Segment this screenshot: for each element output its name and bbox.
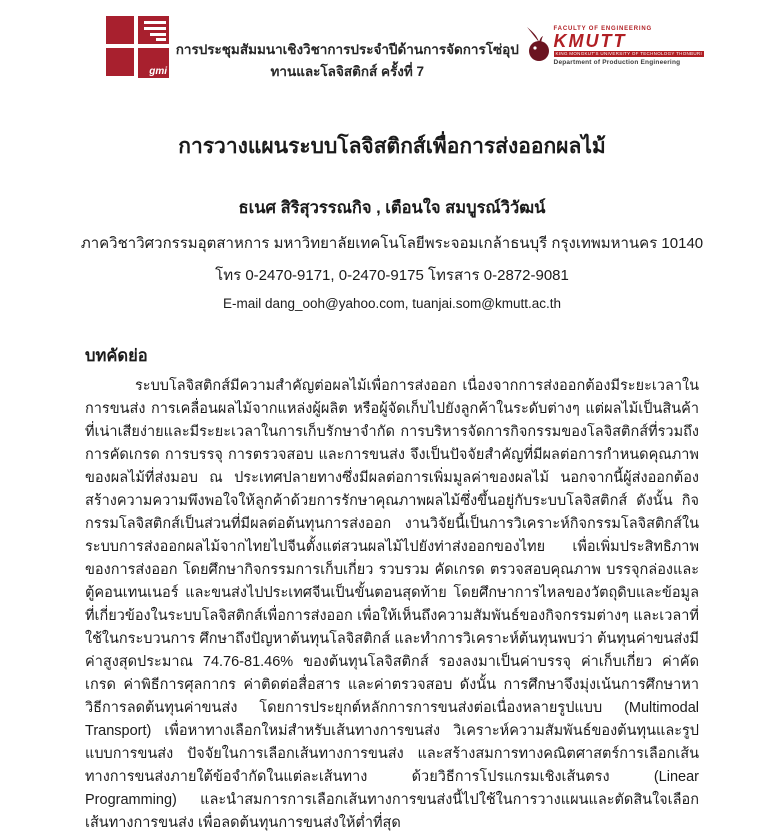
kmutt-department-label: Department of Production Engineering (553, 59, 681, 67)
page-header (0, 0, 784, 82)
gmi-logo-icon (106, 16, 170, 78)
gmi-logo-square (106, 48, 134, 76)
abstract-heading: บทคัดย่อ (85, 347, 148, 365)
gmi-logo-square (138, 48, 169, 78)
conference-title: การประชุมสัมมนาเชิงวิชาการประจำปีด้านการจัดการโซ่อุปทานและโลจิสติกส์ ครั้งที่ 7 (175, 42, 519, 79)
gmi-logo-square (106, 16, 134, 44)
authors-line: ธเนศ สิริสุวรรณกิจ , เตือนใจ สมบูรณ์วิวัฒน์ (238, 199, 546, 217)
paper-title: การวางแผนระบบโลจิสติกส์เพื่อการส่งออกผลไม้ (178, 135, 606, 158)
kmutt-acronym-label: KMUTT (553, 31, 627, 51)
gmi-logo-document-square (138, 16, 169, 44)
gmi-logo-line (150, 33, 166, 36)
gmi-logo-text: gmi (149, 66, 167, 77)
kmutt-university-label: KING MONGKUT'S UNIVERSITY OF TECHNOLOGY THONBURI (555, 50, 702, 56)
phone-line: โทร 0-2470-9171, 0-2470-9175 โทรสาร 0-2872-9081 (215, 267, 569, 284)
kmutt-faculty-label: FACULTY OF ENGINEERING (553, 26, 652, 32)
kmutt-logo-text-block (554, 26, 704, 66)
gmi-logo-line (144, 27, 166, 30)
affiliation-line: ภาควิชาวิศวกรรมอุตสาหการ มหาวิทยาลัยเทคโนโลยีพระจอมเกล้าธนบุรี กรุงเทพมหานคร 10140 (80, 235, 704, 252)
kmutt-spire-icon (525, 26, 551, 62)
gmi-logo-line (156, 38, 166, 41)
kmutt-logo (525, 26, 704, 66)
email-line: E-mail dang_ooh@yahoo.com, tuanjai.som@kmutt.ac.th (222, 296, 562, 311)
gmi-logo-line (144, 21, 166, 24)
abstract-body: ระบบโลจิสติกส์มีความสำคัญต่อผลไม้เพื่อการส่งออก เนื่องจากการส่งออกต้องมีระยะเวลาในการขนส่ง การเคลื่อนผลไม้จากแหล่งผู้ผลิต หรือผู้จัดเก็บไปยังลูกค้าในระดับต่างๆ แต่ผลไม้เป็นสินค้าที่เน่าเสียง่ายและมีระยะเวลาในการเก็บรักษาจำกัด การบริหารจัดการกิจกรรมของโลจิสติกส์ที่รวมถึงการคัดเกรด การบรรจุ การตรวจสอบ และการขนส่ง จึงเป็นปัจจัยสำคัญที่มีผลต่อการกำหนดคุณภาพของผลไม้ที่ส่งมอบ ณ ประเทศปลายทางซึ่งมีผลต่อการเพิ่มมูลค่าของผลไม้ นอกจากนี้ผู้ส่งออกต้องสร้างความความพึงพอใจให้ลูกค้าด้วยการรักษาคุณภาพผลไม้ซึ่งขึ้นอยู่กับระบบโลจิสติกส์ ดังนั้น กิจกรรมโลจิสติกส์เป็นส่วนที่มีผลต่อต้นทุนการส่งออก งานวิจัยนี้เป็นการวิเคราะห์กิจกรรมโลจิสติกส์ในระบบการส่งออกผลไม้จากไทยไปจีนตั้งแต่สวนผลไม้ไปยังท่าส่งออกของไทย เพื่อเพิ่มประสิทธิภาพของการส่งออก โดยศึกษากิจกรรมการเก็บเกี่ยว รวบรวม คัดเกรด ตรวจสอบคุณภาพ บรรจุกล่องและตู้คอนเทนเนอร์ และขนส่งไปประเทศจีนเป็นขั้นตอนสุดท้าย โดยศึกษาการไหลของวัตถุดิบและข้อมูลที่เกี่ยวข้องในระบบโลจิสติกส์เพื่อการส่งออก เพื่อให้เห็นถึงความสัมพันธ์ของกิจกรรมต่างๆ และเวลาที่ใช้ในกระบวนการ ศึกษาถึงปัญหาต้นทุนโลจิสติกส์ และทำการวิเคราะห์ต้นทุนพบว่า ต้นทุนค่าขนส่งมีค่าสูงสุดประมาณ 74.76-81.46% ของต้นทุนโลจิสติกส์ รองลงมาเป็นค่าบรรจุ ค่าเก็บเกี่ยว ค่าคัดเกรด ค่าพิธีการศุลกากร ค่าติดต่อสื่อสาร และค่าตรวจสอบ ดังนั้น การศึกษาจึงมุ่งเน้นการศึกษาหาวิธีการลดต้นทุนค่าขนส่ง โดยการประยุกต์หลักการการขนส่งต่อเนื่องหลายรูปแบบ (Multimodal Transport) เพื่อหาทางเลือกใหม่สำหรับเส้นทางการขนส่ง วิเคราะห์ความสัมพันธ์ของต้นทุนและรูปแบบการขนส่ง ปัจจัยในการเลือกเส้นทางการขนส่ง และสร้างสมการทางคณิตศาสตร์การเลือกเส้นทางการขนส่งภายใต้ข้อจำกัดในแต่ละเส้นทาง ด้วยวิธีการโปรแกรมเชิงเส้นตรง (Linear Programming) และนำสมการการเลือกเส้นทางการขนส่งนี้ไปใช้ในการวางแผนและตัดสินใจเลือกเส้นทางการขนส่ง เพื่อลดต้นทุนการขนส่งให้ต่ำที่สุด (85, 378, 699, 831)
